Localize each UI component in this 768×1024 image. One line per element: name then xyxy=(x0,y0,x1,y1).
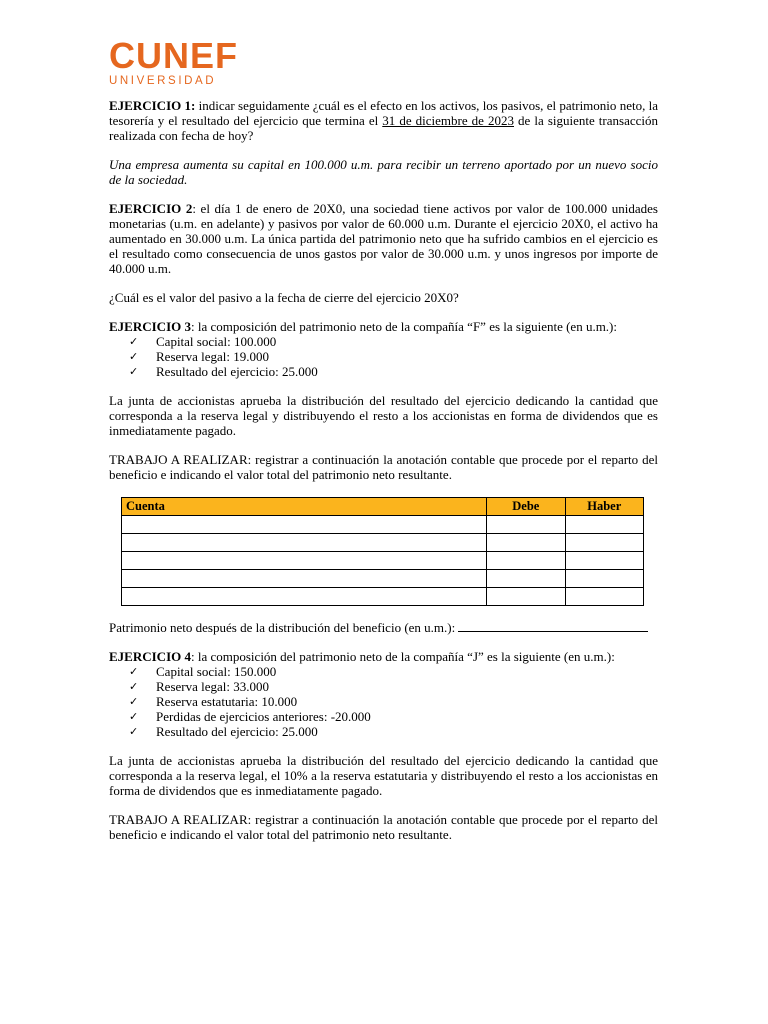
ejercicio-3-result-line xyxy=(109,620,658,635)
table-cell[interactable] xyxy=(487,552,565,570)
ejercicio-3-paragraph: La junta de accionistas aprueba la distribución del resultado del ejercicio dedicando la cantidad que corresponda a la reserva legal y distribuyendo el resto a los accionistas en forma de dividendos que es inmediatamente pagado. xyxy=(109,393,658,438)
table-cell[interactable] xyxy=(122,552,487,570)
table-header-row xyxy=(122,498,644,516)
table-cell[interactable] xyxy=(565,516,643,534)
ejercicio-3-label: EJERCICIO 3 xyxy=(109,319,191,334)
table-cell[interactable] xyxy=(565,534,643,552)
table-row xyxy=(122,588,644,606)
cunef-logo xyxy=(109,35,238,88)
ejercicio-3-list xyxy=(109,334,658,379)
table-cell[interactable] xyxy=(565,570,643,588)
ejercicio-1-label: EJERCICIO 1: xyxy=(109,98,196,113)
document-body xyxy=(109,98,658,842)
result-line-label: Patrimonio neto después de la distribución del beneficio (en u.m.): xyxy=(109,620,459,635)
header-cuenta: Cuenta xyxy=(122,498,487,516)
table-row xyxy=(122,570,644,588)
table-cell[interactable] xyxy=(487,570,565,588)
checkmark-icon: ✓ xyxy=(129,680,139,693)
journal-table xyxy=(121,497,644,606)
journal-table-wrap xyxy=(121,497,644,606)
ejercicio-3 xyxy=(109,319,658,334)
table-cell[interactable] xyxy=(565,588,643,606)
logo-name: CUNEF xyxy=(109,35,238,76)
ejercicio-1-case: Una empresa aumenta su capital en 100.000 u.m. para recibir un terreno aportado por un nuevo socio de la sociedad. xyxy=(109,157,658,187)
table-cell[interactable] xyxy=(565,552,643,570)
checkmark-icon: ✓ xyxy=(129,725,139,738)
table-row xyxy=(122,516,644,534)
checkmark-icon: ✓ xyxy=(129,365,139,378)
ejercicio-1-date: 31 de diciembre de 2023 xyxy=(382,113,514,128)
ejercicio-2-question: ¿Cuál es el valor del pasivo a la fecha de cierre del ejercicio 20X0? xyxy=(109,290,459,305)
list-item: ✓ Resultado del ejercicio: 25.000 xyxy=(129,724,318,739)
checkmark-icon: ✓ xyxy=(129,665,139,678)
ejercicio-4 xyxy=(109,649,658,664)
header-haber: Haber xyxy=(565,498,643,516)
ejercicio-4-label: EJERCICIO 4 xyxy=(109,649,191,664)
ejercicio-3-intro: : la composición del patrimonio neto de la compañía “F” es la siguiente (en u.m.): xyxy=(191,319,617,334)
checkmark-icon: ✓ xyxy=(129,710,139,723)
table-row xyxy=(122,534,644,552)
checkmark-icon: ✓ xyxy=(129,350,139,363)
ejercicio-4-paragraph: La junta de accionistas aprueba la distribución del resultado del ejercicio dedicando la cantidad que corresponda a la reserva legal, el 10% a la reserva estatutaria y distribuyendo el resto a los accionistas en forma de dividendos que es inmediatamente pagado. xyxy=(109,753,658,798)
list-item: ✓ Reserva estatutaria: 10.000 xyxy=(129,694,298,709)
ejercicio-4-list xyxy=(109,664,658,739)
table-cell[interactable] xyxy=(487,588,565,606)
table-cell[interactable] xyxy=(487,534,565,552)
list-item: ✓ Perdidas de ejercicios anteriores: -20.000 xyxy=(129,709,371,724)
ejercicio-4-task: TRABAJO A REALIZAR: registrar a continuación la anotación contable que procede por el reparto del beneficio e indicando el valor total del patrimonio neto resultante. xyxy=(109,812,658,842)
checkmark-icon: ✓ xyxy=(129,695,139,708)
checkmark-icon: ✓ xyxy=(129,335,139,348)
table-cell[interactable] xyxy=(122,588,487,606)
table-cell[interactable] xyxy=(122,570,487,588)
ejercicio-2-label: EJERCICIO 2 xyxy=(109,201,193,216)
ejercicio-3-task: TRABAJO A REALIZAR: registrar a continuación la anotación contable que procede por el reparto del beneficio e indicando el valor total del patrimonio neto resultante. xyxy=(109,452,658,482)
ejercicio-1-text-a: indicar seguidamente ¿cuál es el efecto en los activos, los pasivos, el patrimonio neto, la tesorería y el resultado del ejercicio que termina el xyxy=(109,98,658,128)
list-item: ✓ Resultado del ejercicio: 25.000 xyxy=(129,364,318,379)
list-item: ✓ Reserva legal: 19.000 xyxy=(129,349,269,364)
ejercicio-2 xyxy=(109,201,658,276)
ejercicio-2-text: : el día 1 de enero de 20X0, una sociedad tiene activos por valor de 100.000 unidades monetarias (u.m. en adelante) y pasivos por valor de 60.000 u.m. Durante el ejercicio 20X0, el activo ha aumentado en 30.000 u.m. La única partida del patrimonio neto que ha sufrido cambios en el ejercicio es el resultado como consecuencia de unos gastos por valor de 30.000 u.m. y unos ingresos por importe de 40.000 u.m. xyxy=(109,201,658,276)
ejercicio-4-intro: : la composición del patrimonio neto de la compañía “J” es la siguiente (en u.m.): xyxy=(191,649,615,664)
ejercicio-1 xyxy=(109,98,658,143)
table-cell[interactable] xyxy=(122,534,487,552)
table-cell[interactable] xyxy=(122,516,487,534)
ejercicio-1-text-b: de la siguiente transacción realizada con fecha de hoy? xyxy=(109,113,658,143)
result-blank-line[interactable] xyxy=(458,620,648,632)
list-item: ✓ Capital social: 100.000 xyxy=(129,334,277,349)
logo-subtitle: UNIVERSIDAD xyxy=(109,75,217,87)
list-item: ✓ Reserva legal: 33.000 xyxy=(129,679,269,694)
table-row xyxy=(122,552,644,570)
table-cell[interactable] xyxy=(487,516,565,534)
list-item: ✓ Capital social: 150.000 xyxy=(129,664,277,679)
header-debe: Debe xyxy=(487,498,565,516)
